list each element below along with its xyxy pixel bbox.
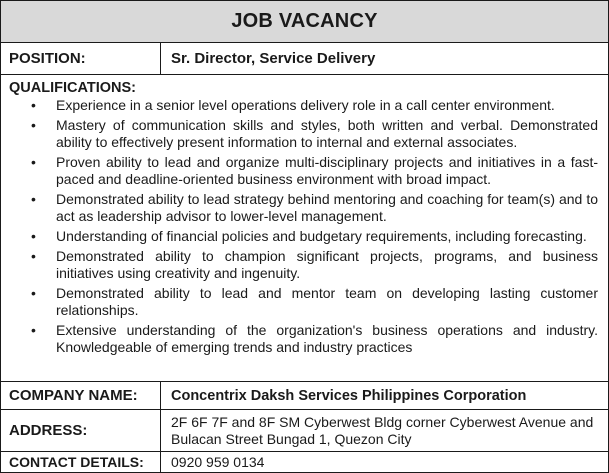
qualification-text: Demonstrated ability to champion significant projects, programs, and business initiatives using creativity and ingenuity. (56, 248, 598, 281)
qualification-text: Experience in a senior level operations delivery role in a call center environment. (56, 97, 555, 113)
bullet-icon: • (31, 228, 36, 244)
qualification-text: Demonstrated ability to lead and mentor team on developing lasting customer relationships. (56, 285, 598, 318)
list-item (9, 97, 600, 114)
qualification-text: Mastery of communication skills and styles, both written and verbal. Demonstrated ability to effectively present information to internal and external associates. (56, 117, 598, 150)
address-value: 2F 6F 7F and 8F SM Cyberwest Bldg corner Cyberwest Avenue and Bulacan Street Bungad 1, Quezon City (171, 413, 594, 447)
qualification-text: Understanding of financial policies and budgetary requirements, including forecasting. (56, 228, 587, 244)
ad-title: JOB VACANCY (1, 1, 608, 43)
list-item (9, 322, 600, 356)
company-label: COMPANY NAME: (1, 382, 161, 409)
list-item (9, 248, 600, 282)
bullet-icon: • (31, 97, 36, 113)
position-row (1, 43, 608, 75)
bullet-icon: • (31, 191, 36, 207)
bullet-icon: • (31, 248, 36, 264)
qualifications-list (9, 97, 600, 356)
list-item (9, 285, 600, 319)
contact-label: CONTACT DETAILS: (1, 452, 161, 472)
position-value: Sr. Director, Service Delivery (171, 50, 376, 67)
address-value-cell (161, 410, 608, 451)
list-item (9, 154, 600, 188)
bullet-icon: • (31, 154, 36, 170)
contact-value: 0920 959 0134 (171, 454, 265, 470)
bullet-icon: • (31, 285, 36, 301)
contact-row (1, 452, 608, 472)
qualification-text: Demonstrated ability to lead strategy behind mentoring and coaching for team(s) and to act as leadership advisor to lower-level management. (56, 191, 598, 224)
address-label: ADDRESS: (1, 410, 161, 451)
position-label: POSITION: (1, 43, 161, 74)
qualifications-section (1, 75, 608, 382)
list-item (9, 191, 600, 225)
list-item (9, 228, 600, 245)
bullet-icon: • (31, 117, 36, 133)
list-item (9, 117, 600, 151)
address-row (1, 410, 608, 452)
qualification-text: Extensive understanding of the organization's business operations and industry. Knowledgeable of emerging trends and industry practices (56, 322, 598, 355)
company-row (1, 382, 608, 410)
bullet-icon: • (31, 322, 36, 338)
qualifications-heading: QUALIFICATIONS: (9, 80, 136, 96)
company-value: Concentrix Daksh Services Philippines Corporation (171, 387, 527, 404)
qualification-text: Proven ability to lead and organize multi-disciplinary projects and initiatives in a fast-paced and deadline-oriented business environment with broad impact. (56, 154, 598, 187)
